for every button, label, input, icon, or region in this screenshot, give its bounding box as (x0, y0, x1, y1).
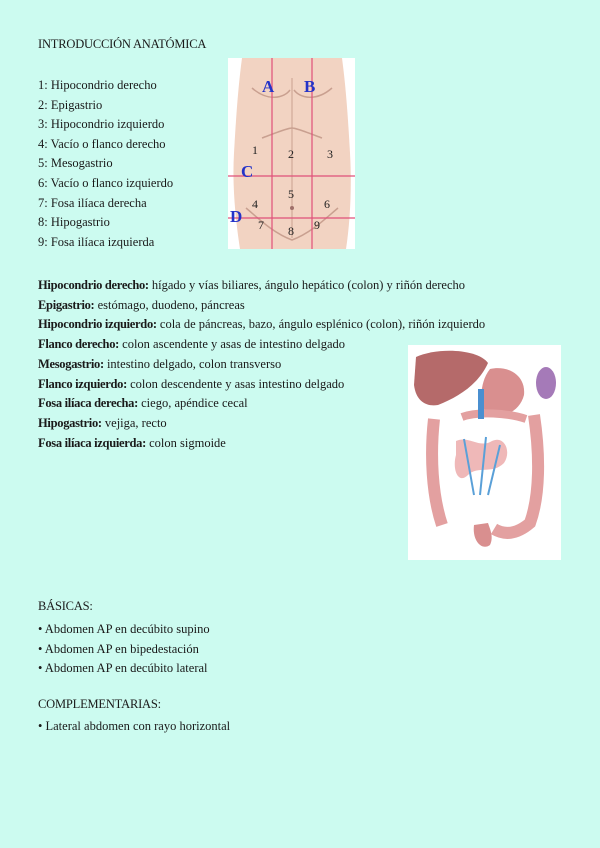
region-number: 1 (252, 143, 258, 157)
liver (414, 351, 488, 406)
rectum (474, 523, 492, 547)
transverse-colon (462, 413, 526, 419)
region-number: 3 (327, 147, 333, 161)
region-number: 9 (314, 218, 320, 232)
ascending-colon (432, 419, 442, 525)
description-row: Mesogastrio: intestino delgado, colon transverso (38, 356, 282, 371)
list-item: 1: Hipocondrio derecho (38, 78, 157, 92)
section-title: COMPLEMENTARIAS: (38, 697, 161, 711)
diagram-letter: B (304, 77, 316, 96)
description-row: Hipocondrio izquierdo: cola de páncreas, bazo, ángulo esplénico (colon), riñón izquierdo (38, 317, 486, 332)
description-row: Hipogastrio: vejiga, recto (38, 415, 167, 430)
stomach (481, 368, 524, 416)
list-item: 9: Fosa ilíaca izquierda (38, 234, 155, 249)
list-item: 8: Hipogastrio (38, 215, 110, 230)
description-row: Epigastrio: estómago, duodeno, páncreas (38, 297, 245, 312)
region-number: 6 (324, 197, 330, 211)
torso-illustration (228, 58, 355, 249)
section-title: BÁSICAS: (38, 599, 93, 613)
list-item: • Abdomen AP en decúbito lateral (38, 661, 208, 675)
list-item: 7: Fosa ilíaca derecha (38, 195, 147, 210)
description-row: Fosa ilíaca izquierda: colon sigmoide (38, 435, 226, 450)
diagram-letter: D (230, 207, 243, 226)
list-item: 4: Vacío o flanco derecho (38, 136, 166, 151)
abdominal-regions-diagram (228, 58, 355, 249)
complementarias-section (38, 697, 230, 737)
description-row: Hipocondrio derecho: hígado y vías biliares, ángulo hepático (colon) y riñón derecho (38, 278, 466, 292)
description-row: Flanco izquierdo: colon descendente y asas intestino delgado (38, 376, 345, 391)
description-row: Flanco derecho: colon ascendente y asas de intestino delgado (38, 337, 346, 352)
description-row: Fosa ilíaca derecha: ciego, apéndice cecal (38, 396, 248, 411)
region-number: 4 (252, 197, 258, 211)
list-item: 6: Vacío o flanco izquierdo (38, 175, 174, 190)
region-number: 5 (288, 187, 294, 201)
region-number: 7 (258, 218, 264, 232)
diagram-letter: C (241, 162, 254, 181)
descending-colon (494, 415, 538, 533)
list-item: 5: Mesogastrio (38, 156, 113, 171)
list-item: • Abdomen AP en bipedestación (38, 641, 199, 656)
list-item: 2: Epigastrio (38, 97, 103, 112)
list-item: • Abdomen AP en decúbito supino (38, 622, 210, 636)
region-number: 2 (288, 147, 294, 161)
region-list (38, 76, 173, 252)
list-item: 3: Hipocondrio izquierdo (38, 117, 165, 132)
diagram-letter: A (262, 77, 275, 96)
page-title: INTRODUCCIÓN ANATÓMICA (38, 37, 207, 51)
organs-drawing (408, 345, 561, 560)
portal-vein (478, 389, 484, 419)
list-item: • Lateral abdomen con rayo horizontal (38, 719, 231, 733)
abdominal-organs-illustration (408, 345, 561, 560)
region-number: 8 (288, 224, 294, 238)
basicas-section (38, 599, 210, 679)
navel (290, 206, 294, 210)
spleen (536, 367, 556, 399)
